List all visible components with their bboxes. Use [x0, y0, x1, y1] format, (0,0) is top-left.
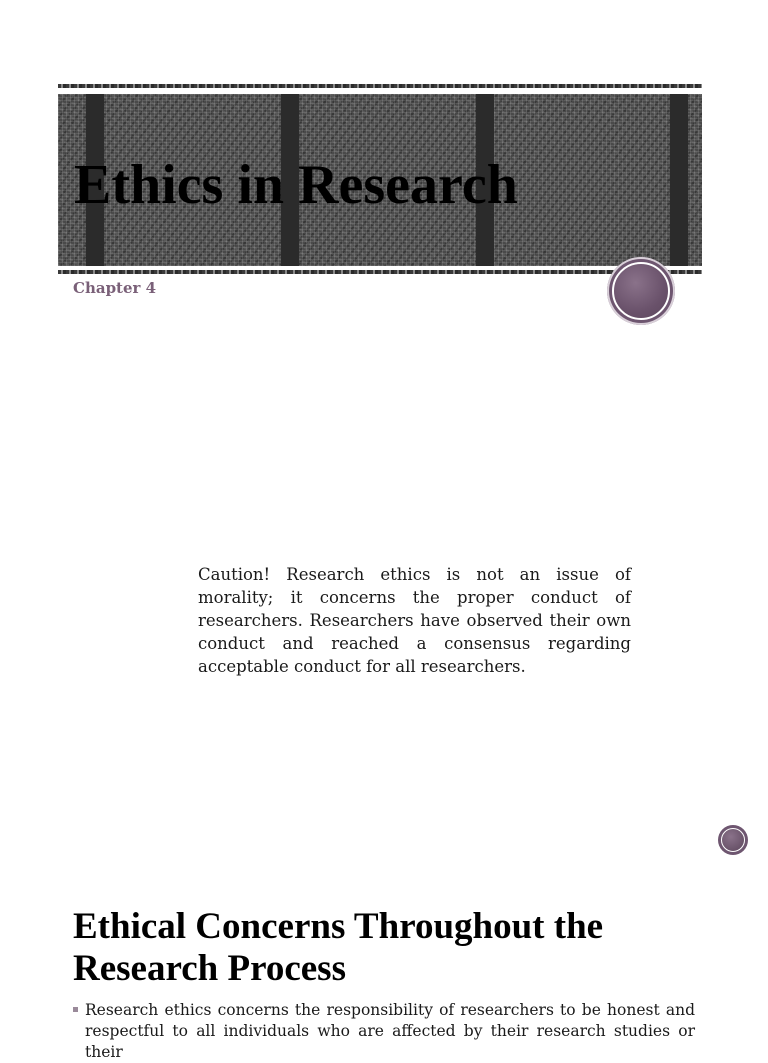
circle-ornament-ring	[612, 262, 670, 320]
bullet-square-icon	[73, 1007, 78, 1012]
section-heading: Ethical Concerns Throughout the Research Process	[73, 906, 604, 989]
banner-bottom-line	[58, 270, 702, 274]
slide-subtitle: Chapter 4	[73, 279, 157, 297]
banner-top-line	[58, 84, 702, 88]
circle-ornament-large	[607, 257, 675, 325]
list-item	[73, 1000, 695, 1063]
banner-bar	[670, 94, 688, 266]
bullet-text: Research ethics concerns the responsibility of researchers to be honest and respectful to all individuals who are affected by their research studies or their	[85, 1001, 695, 1061]
circle-ornament-small	[718, 825, 748, 855]
bullet-list	[73, 1000, 695, 1063]
slide-title: Ethics in Research	[74, 154, 518, 216]
caution-paragraph: Caution! Research ethics is not an issue of morality; it concerns the proper conduct of researchers. Researchers have observed their own conduct and reached a consensus regarding acceptable conduct for all researchers.	[198, 565, 631, 676]
circle-ornament-ring	[721, 828, 745, 852]
